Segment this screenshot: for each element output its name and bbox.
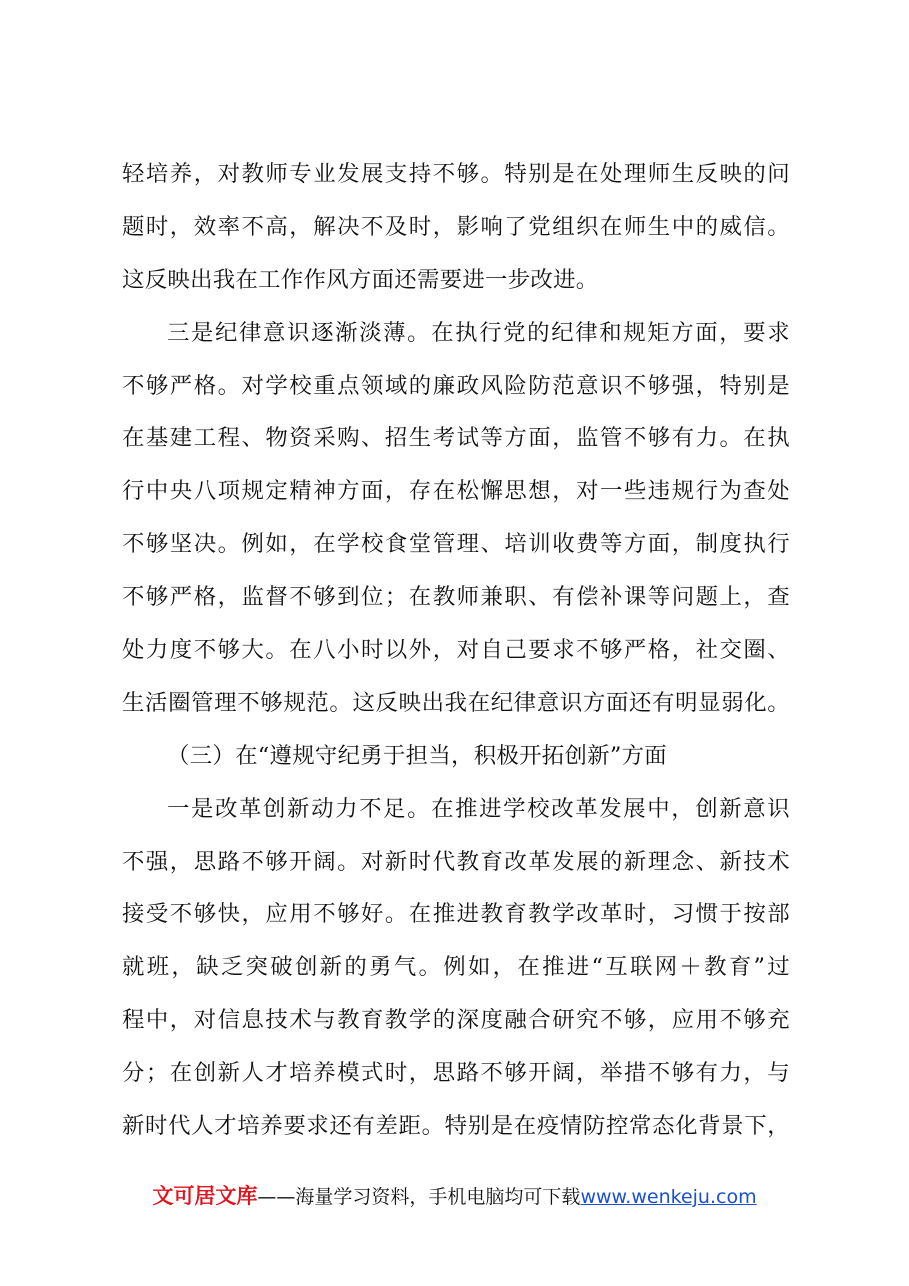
- paragraph-line: 新时代人才培养要求还有差距。特别是在疫情防控常态化背景下，: [122, 1113, 790, 1140]
- paragraph-line: 轻培养，对教师专业发展支持不够。特别是在处理师生反映的问: [122, 161, 790, 187]
- paragraph-line: 一是改革创新动力不足。在推进学校改革发展中，创新意识: [167, 795, 790, 822]
- paragraph-line: 处力度不够大。在八小时以外，对自己要求不够严格，社交圈、: [122, 637, 790, 664]
- paragraph-line: 接受不够快，应用不够好。在推进教育教学改革时，习惯于按部: [122, 901, 790, 928]
- footer-site-link[interactable]: www.wenkeju.com: [580, 1186, 757, 1208]
- document-body: [122, 148, 790, 1153]
- paragraph-line: 这反映出我在工作作风方面还需要进一步改进。: [122, 266, 599, 293]
- paragraph-line: 行中央八项规定精神方面，存在松懈思想，对一些违规行为查处: [122, 478, 790, 505]
- paragraph-line: 题时，效率不高，解决不及时，影响了党组织在师生中的威信。: [122, 213, 790, 240]
- paragraph-line: 不够坚决。例如，在学校食堂管理、培训收费等方面，制度执行: [122, 531, 790, 558]
- paragraph-line: 生活圈管理不够规范。这反映出我在纪律意识方面还有明显弱化。: [122, 689, 790, 716]
- footer-brand: 文可居文库: [152, 1184, 258, 1208]
- paragraph-line: 不够严格，监督不够到位；在教师兼职、有偿补课等问题上，查: [122, 584, 790, 611]
- paragraph-line: 就班，缺乏突破创新的勇气。例如，在推进“互联网＋教育”过: [122, 954, 790, 981]
- paragraph-line: 程中，对信息技术与教育教学的深度融合研究不够，应用不够充: [122, 1007, 790, 1034]
- footer-slogan: ——海量学习资料，手机电脑均可下载: [257, 1186, 581, 1208]
- paragraph-line: 三是纪律意识逐渐淡薄。在执行党的纪律和规矩方面，要求: [167, 319, 790, 346]
- paragraph-line: 不强，思路不够开阔。对新时代教育改革发展的新理念、新技术: [122, 848, 790, 875]
- footer-banner: [0, 1180, 909, 1213]
- paragraph-line: 在基建工程、物资采购、招生考试等方面，监管不够有力。在执: [122, 425, 790, 452]
- paragraph-line: 不够严格。对学校重点领域的廉政风险防范意识不够强，特别是: [122, 372, 790, 399]
- paragraph-line: 分；在创新人才培养模式时，思路不够开阔，举措不够有力，与: [122, 1060, 790, 1087]
- section-heading: （三）在“遵规守纪勇于担当，积极开拓创新”方面: [167, 742, 667, 769]
